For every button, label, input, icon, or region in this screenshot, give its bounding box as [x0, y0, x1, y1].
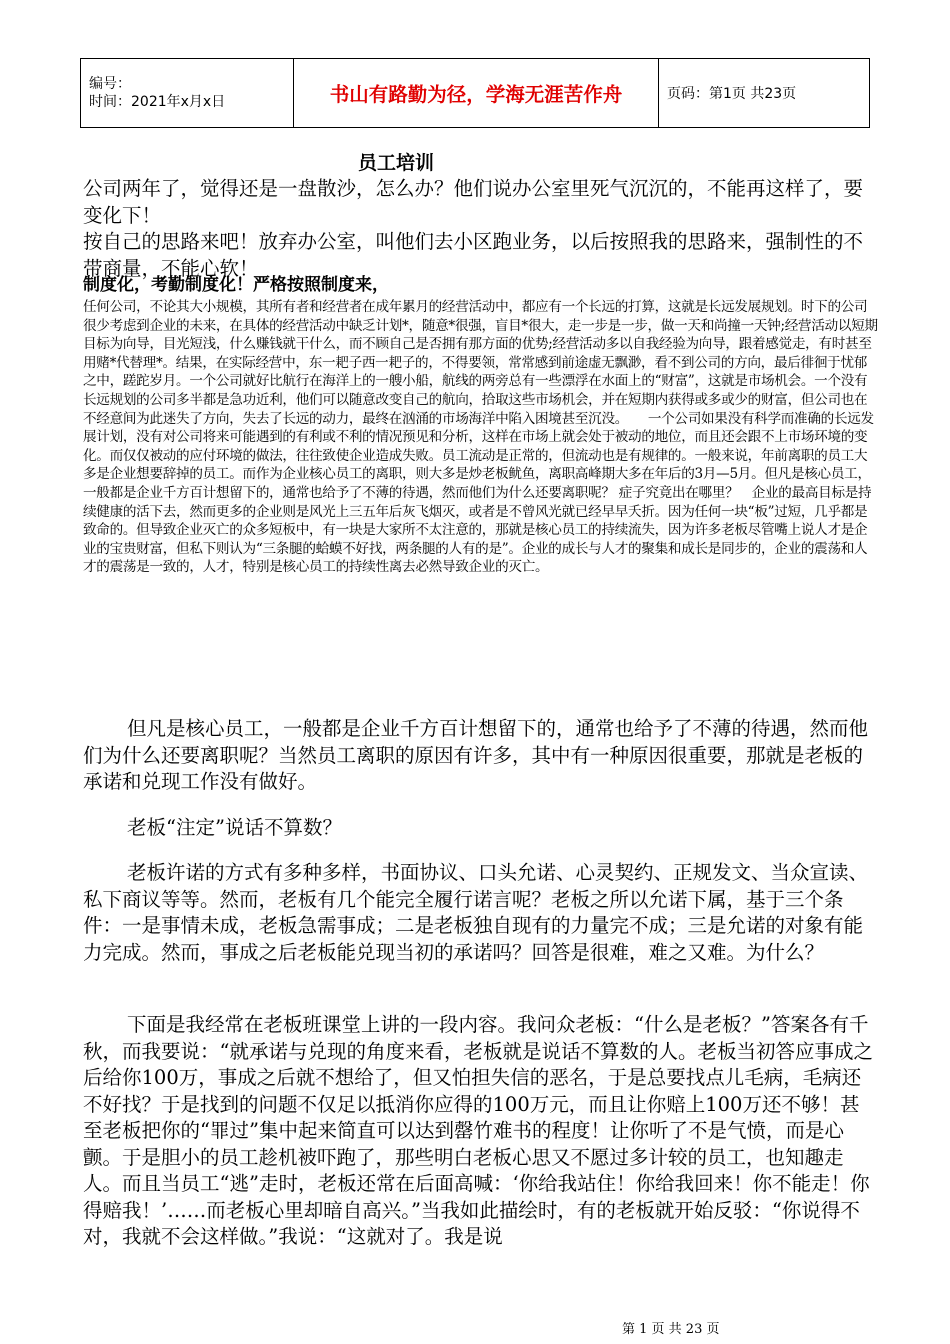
- paragraph-promises: 老板许诺的方式有多种多样，书面协议、口头允诺、心灵契约、正规发文、当众宣读、私下商议等等。然而，老板有几个能完全履行诺言呢？老板之所以允诺下属，基于三个条件：一是事情未成，老板急需事成；二是老板独自现有的力量完不成；三是允诺的对象有能力完成。然而，事成之后老板能兑现当初的承诺吗？回答是很难，难之又难。为什么？: [83, 861, 869, 964]
- paragraph-classroom: 下面是我经常在老板班课堂上讲的一段内容。我问众老板：“什么是老板？”答案各有千秋，而我要说：“就承诺与兑现的角度来看，老板就是说话不算数的人。老板当初答应事成之后给你100万，事成之后就不想给了，但又怕担失信的恶名，于是总要找点儿毛病，毛病还不好找？于是找到的问题不仅足以抵消你应得的100万元，而且让你赔上100万还不够！甚至老板把你的“罪过”集中起来简直可以达到罄竹难书的程度！让你听了不是气愤，而是心颤。于是胆小的员工趁机被吓跑了，那些明白老板心思又不愿过多计较的员工，也知趣走人。而且当员工“逃”走时，老板还常在后面高喊：‘你给我站住！你给我回来！你不能走！你得赔我！’……而老板心里却暗自高兴。”当我如此描绘时，有的老板就开始反驳：“你说得不对，我就不会这样做。”我说：“这就对了。我是说: [83, 1013, 873, 1248]
- page-info: 页码：第1页 共23页: [659, 59, 870, 128]
- document-title: 员工培训: [358, 152, 435, 174]
- time-label: 时间：2021年x月x日: [89, 94, 226, 110]
- motto: 书山有路勤为径，学海无涯苦作舟: [294, 59, 659, 128]
- paragraph-planning-essay: 任何公司，不论其大小规模，其所有者和经营者在成年累月的经营活动中，都应有一个长远的打算，这就是长远发展规划。时下的公司很少考虑到企业的未来，在具体的经营活动中缺乏计划*，随意*很强，盲目*很大，走一步是一步，做一天和尚撞一天钟;经营活动以短期目标为向导，目光短浅，什么赚钱就干什么，而不顾自己是否拥有那方面的优势;经营活动多以自我经验为向导，跟着感觉走，有时甚至用赌*代替理*。结果，在实际经营中，东一耙子西一耙子的，不得要领，常常感到前途虚无飘渺，看不到公司的方向，最后徘徊于忧郁之中，蹉跎岁月。一个公司就好比航行在海洋上的一艘小船，航线的两旁总有一些漂浮在水面上的“财富”，这就是市场机会。一个没有长远规划的公司多半都是急功近利，他们可以随意改变自己的航向，拾取这些市场机会，并在短期内获得或多或少的财富，但公司也在不经意间为此迷失了方向，失去了长远的动力，最终在汹涌的市场海洋中陷入困境甚至沉没。 一个公司如果没有科学而准确的长远发展计划，没有对公司将来可能遇到的有利或不利的情况预见和分析，这样在市场上就会处于被动的地位，而且还会跟不上市场环境的变化。而仅仅被动的应付环境的做法，往往致使企业造成失败。员工流动是正常的，但流动也是有规律的。一般来说，年前离职的员工大多是企业想要辞掉的员工。而作为企业核心员工的离职，则大多是炒老板鱿鱼，离职高峰期大多在年后的3月—5月。但凡是核心员工，一般都是企业千方百计想留下的，通常也给予了不薄的待遇，然而他们为什么还要离职呢？ 症子究竟出在哪里？ 企业的最高目标是持续健康的活下去，然而更多的企业则是风光上三五年后灰飞烟灭，或者是不曾风光就已经早早夭折。因为任何一块“板”过短，几乎都是致命的。但导致企业灭亡的众多短板中，有一块是大家所不太注意的，那就是核心员工的持续流失，因为许多老板尽管嘴上说人才是企业的宝贵财富，但私下则认为“三条腿的蛤蟆不好找，两条腿的人有的是”。企业的成长与人才的聚集和成长是同步的，企业的震荡和人才的震荡是一致的，人才，特别是核心员工的持续性离去必然导致企业的灭亡。: [83, 299, 878, 576]
- paragraph-intro: 公司两年了，觉得还是一盘散沙，怎么办？他们说办公室里死气沉沉的，不能再这样了，要变化下！: [83, 177, 864, 227]
- paragraph-subheading: 老板“注定”说话不算数？: [127, 816, 342, 839]
- paragraph-policy: 制度化，考勤制度化！严格按照制度来，: [83, 275, 389, 295]
- page-footer: 第 1 页 共 23 页: [622, 1322, 720, 1337]
- number-label: 编号：: [89, 76, 131, 92]
- header-table: [80, 58, 870, 128]
- header-meta-cell: [81, 59, 294, 128]
- paragraph-plan: 按自己的思路来吧！放弃办公室，叫他们去小区跑业务，以后按照我的思路来，强制性的不带商量，不能心软！: [83, 230, 864, 280]
- paragraph-core-staff: 但凡是核心员工，一般都是企业千方百计想留下的，通常也给予了不薄的待遇，然而他们为什么还要离职呢？当然员工离职的原因有许多，其中有一种原因很重要，那就是老板的承诺和兑现工作没有做好。: [83, 717, 869, 793]
